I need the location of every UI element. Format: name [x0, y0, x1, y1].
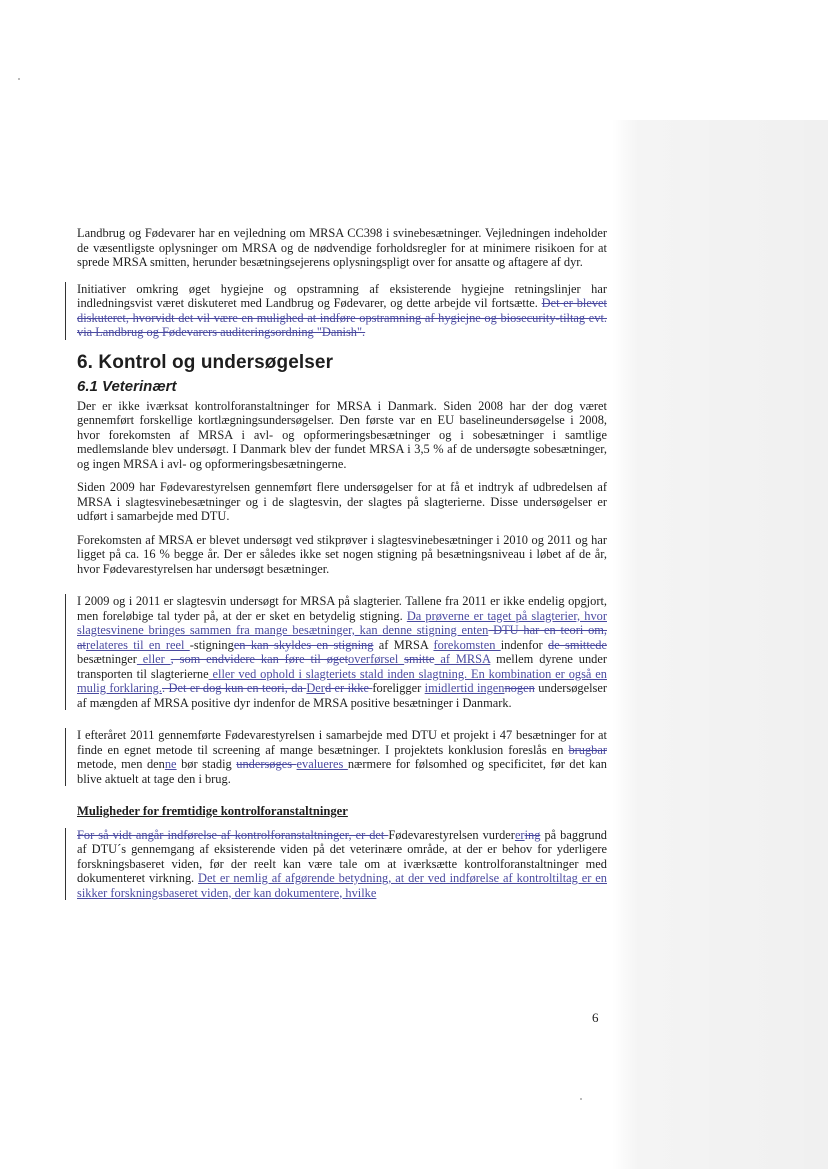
inserted-text: forekomsten — [433, 637, 501, 652]
page-body — [77, 226, 607, 900]
inserted-text: Da prøverne er taget på slagterier, hvor slagtesvinene bringes sammen fra mange besætninger, kan denne stigning enten — [77, 608, 607, 637]
subsection-heading: 6.1 Veterinært — [77, 377, 177, 395]
deleted-text: brugbar — [568, 742, 607, 757]
deleted-text: en kan skyldes en stigning — [233, 637, 374, 652]
inserted-text: eller — [136, 652, 171, 666]
inserted-text: ne — [164, 757, 177, 771]
scan-speck — [18, 78, 20, 80]
subheading-muligheder: Muligheder for fremtidige kontrolforanstaltninger — [77, 804, 348, 818]
scan-shadow — [612, 120, 828, 1169]
inserted-text: Det er nemlig af afgørende betydning, at der ved indførelse af kontroltiltag er en sikker forskningsbaseret viden, der kan dokumentere, hvilke — [77, 871, 607, 900]
deleted-text: d er ikke — [324, 681, 373, 695]
scan-speck — [580, 1098, 582, 1100]
inserted-text: relateres til en reel — [85, 637, 190, 652]
paragraph-slagtesvin: I 2009 og i 2011 er slagtesvin undersøgt for MRSA på slagterier. Tallene fra 2011 er ikke endelig opgjort, men foreløbige tal tyder på, at der er sket en betydelig stigning. Da prøverne er taget på slagterier, hvor slagtesvinene bringes sammen fra mange besætninger, kan denne stigning enten DTU har en teori om, atrelateres til en reel -stigningen kan skyldes en stigning af MRSA forekomsten indenfor de smittede besætninger eller , som endvidere kan føre til øgetoverførsel smitte af MRSA mellem dyrene under transporten til slagterierne eller ved ophold i slagteriets stald inden slagtning. En kombination er også en mulig forklaring.. Det er dog kun en teori, da Derd er ikke foreligger imidlertid ingennogen undersøgelser af mængden af MRSA positive dyr indenfor de MRSA positive besætninger i Danmark. — [77, 594, 608, 710]
deleted-text: , som endvidere kan føre til øget — [170, 652, 349, 666]
page-number: 6 — [592, 1010, 599, 1025]
paragraph-kontrol: Der er ikke iværksat kontrolforanstaltninger for MRSA i Danmark. Siden 2008 har der dog været gennemført forskellige kortlægningsundersøgelser. Den første var en EU baselineundersøgelse i 2008, hvor forekomsten af MRSA i avl- og opformeringsbesætninger og i sobesætninger i samtlige medlemslande blev undersøgt. I Danmark blev der fundet MRSA i 3,5 % af de undersøgte sobesætninger, og ingen MRSA i avl- og opformeringsbesætningerne. — [77, 398, 607, 471]
paragraph-forekomst: Forekomsten af MRSA er blevet undersøgt ved stikprøver i slagtesvinebesætninger i 2010 og 2011 og har ligget på ca. 16 % begge år. Der er således ikke set nogen stigning på besætningsniveau i løbet af de år, hvor Fødevarestyrelsen har undersøgt besætninger. — [77, 532, 607, 576]
paragraph-vejledning: Landbrug og Fødevarer har en vejledning om MRSA CC398 i svinebesætninger. Vejledningen indeholder de væsentligste oplysninger om MRSA og de nødvendige forholdsregler for at minimere risikoen for at sprede MRSA smitten, herunder besætningsejerens oplysningspligt over for ansatte og aftagere af dyr. — [77, 226, 607, 269]
paragraph-initiativer: Initiativer omkring øget hygiejne og opstramning af eksisterende hygiejne retningslinjer har indledningsvist været diskuteret med Landbrug og Fødevarer, og dette arbejde vil fortsætte. Det er blevet diskuteret, hvorvidt det vil være en mulighed at indføre opstramning af hygiejne og biosecurity-tiltag evt. via Landbrug og Fødevarers auditeringsordning "Danish". — [77, 281, 607, 339]
inserted-text: evalueres — [296, 757, 348, 771]
paragraph-projekt: I efteråret 2011 gennemførte Fødevarestyrelsen i samarbejde med DTU et projekt i 47 besætninger for at finde en egnet metode til screening af mange besætninger. I projektets konklusion foreslås en brugbar metode, men denne bør stadig undersøges evalueres nærmere for følsomhed og specificitet, før det kan blive aktuelt at tage den i brug. — [77, 728, 607, 786]
deleted-text: nogen — [504, 681, 535, 695]
inserted-text: Der — [306, 681, 325, 695]
deleted-text: DTU har en teori om, at — [77, 623, 608, 652]
section-heading: 6. Kontrol og undersøgelser — [77, 351, 334, 373]
deleted-text: de smittede — [548, 637, 607, 652]
inserted-text: eller ved ophold i slagteriets stald inden slagtning. En kombination er også en mulig forklaring. — [77, 666, 607, 695]
deleted-text: For så vidt angår indførelse af kontrolforanstaltninger, er det — [77, 827, 389, 842]
inserted-text: overførsel — [348, 652, 405, 666]
deleted-text: ing — [524, 827, 541, 842]
inserted-text: imidlertid ingen — [424, 681, 505, 695]
deleted-text: undersøges — [236, 757, 297, 771]
paragraph-undersoegelser: Siden 2009 har Fødevarestyrelsen gennemført flere undersøgelser for at få et indtryk af udbredelsen af MRSA i slagtesvinebesætninger og i de slagtesvin, der slagtes på slagterierne. Disse undersøgelser er udført i samarbejde med DTU. — [77, 480, 607, 523]
paragraph-vurdering: For så vidt angår indførelse af kontrolforanstaltninger, er det Fødevarestyrelsen vurderering på baggrund af DTU´s gennemgang af eksisterende viden på det veterinære område, at der er behov for yderligere forskningsbaseret viden, før der reelt kan være tale om at iværksætte kontrolforanstaltninger med dokumenteret virkning. Det er nemlig af afgørende betydning, at der ved indførelse af kontroltiltag er en sikker forskningsbaseret viden, der kan dokumentere, hvilke — [77, 827, 607, 900]
deleted-text: smitte — [404, 652, 435, 666]
deleted-text: . Det er dog kun en teori, da — [161, 681, 307, 695]
deleted-text: Det er blevet diskuteret, hvorvidt det vil være en mulighed at indføre opstramning af hygiejne og biosecurity-tiltag evt. via Landbrug og Fødevarers auditeringsordning "Danish". — [77, 296, 607, 339]
inserted-text: af MRSA — [434, 652, 491, 666]
inserted-text: er — [514, 827, 525, 842]
